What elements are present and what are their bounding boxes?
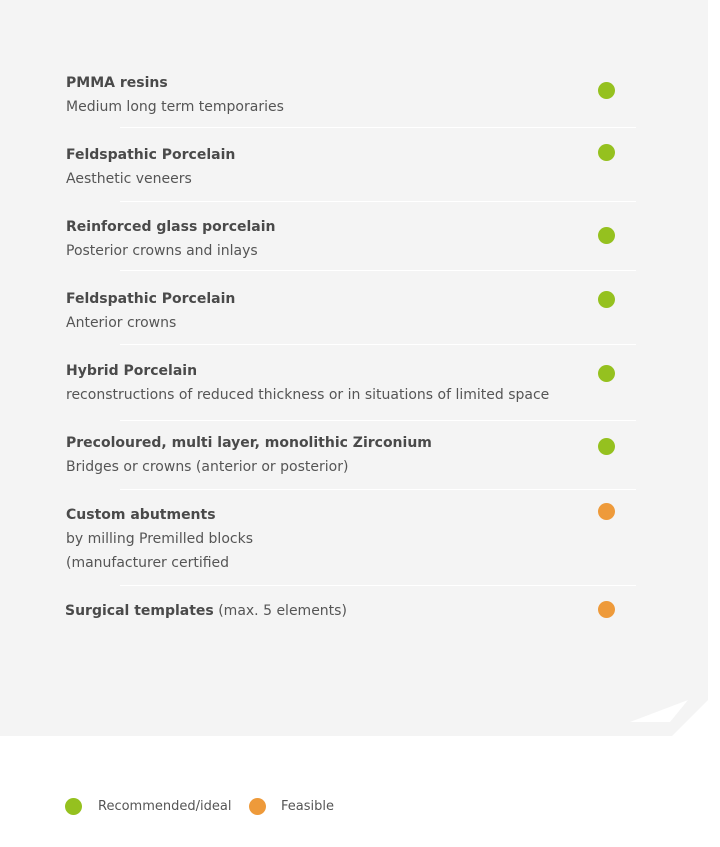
row-divider — [120, 201, 636, 202]
material-row — [65, 599, 635, 623]
material-row — [66, 71, 636, 119]
legend-recommended-label: Recommended/ideal — [98, 799, 232, 814]
material-title: Feldspathic Porcelain — [66, 291, 236, 307]
row-divider — [120, 270, 636, 271]
legend-feasible-dot — [249, 798, 266, 815]
material-description: Anterior crowns — [66, 315, 177, 331]
legend-feasible-label: Feasible — [281, 799, 334, 814]
material-description: Bridges or crowns (anterior or posterior) — [66, 459, 349, 475]
material-description: (max. 5 elements) — [213, 603, 347, 619]
material-title: Precoloured, multi layer, monolithic Zirconium — [66, 435, 432, 451]
material-row — [66, 503, 636, 575]
material-description: by milling Premilled blocks — [66, 531, 253, 547]
recommended-status-dot — [598, 438, 615, 455]
material-title: Feldspathic Porcelain — [66, 147, 236, 163]
recommended-status-dot — [598, 291, 615, 308]
material-row — [66, 359, 636, 407]
material-title: Custom abutments — [66, 507, 216, 523]
row-divider — [120, 489, 636, 490]
recommended-status-dot — [598, 227, 615, 244]
recommended-status-dot — [598, 144, 615, 161]
material-row — [66, 143, 636, 191]
material-title: Reinforced glass porcelain — [66, 219, 276, 235]
material-description: Medium long term temporaries — [66, 99, 284, 115]
material-description: reconstructions of reduced thickness or in situations of limited space — [66, 387, 550, 403]
material-title: Surgical templates — [65, 603, 214, 619]
feasible-status-dot — [598, 503, 615, 520]
recommended-status-dot — [598, 365, 615, 382]
row-divider — [120, 127, 636, 128]
legend-recommended-dot — [65, 798, 82, 815]
material-row — [66, 215, 636, 263]
recommended-status-dot — [598, 82, 615, 99]
material-description: (manufacturer certified — [66, 555, 230, 571]
material-title: PMMA resins — [66, 75, 168, 91]
material-title: Hybrid Porcelain — [66, 363, 198, 379]
row-divider — [120, 344, 636, 345]
feasible-status-dot — [598, 601, 615, 618]
row-divider — [120, 585, 636, 586]
row-divider — [120, 420, 636, 421]
material-row — [66, 431, 636, 479]
material-description: Aesthetic veneers — [66, 171, 192, 187]
material-description: Posterior crowns and inlays — [66, 243, 258, 259]
material-row — [66, 287, 636, 335]
